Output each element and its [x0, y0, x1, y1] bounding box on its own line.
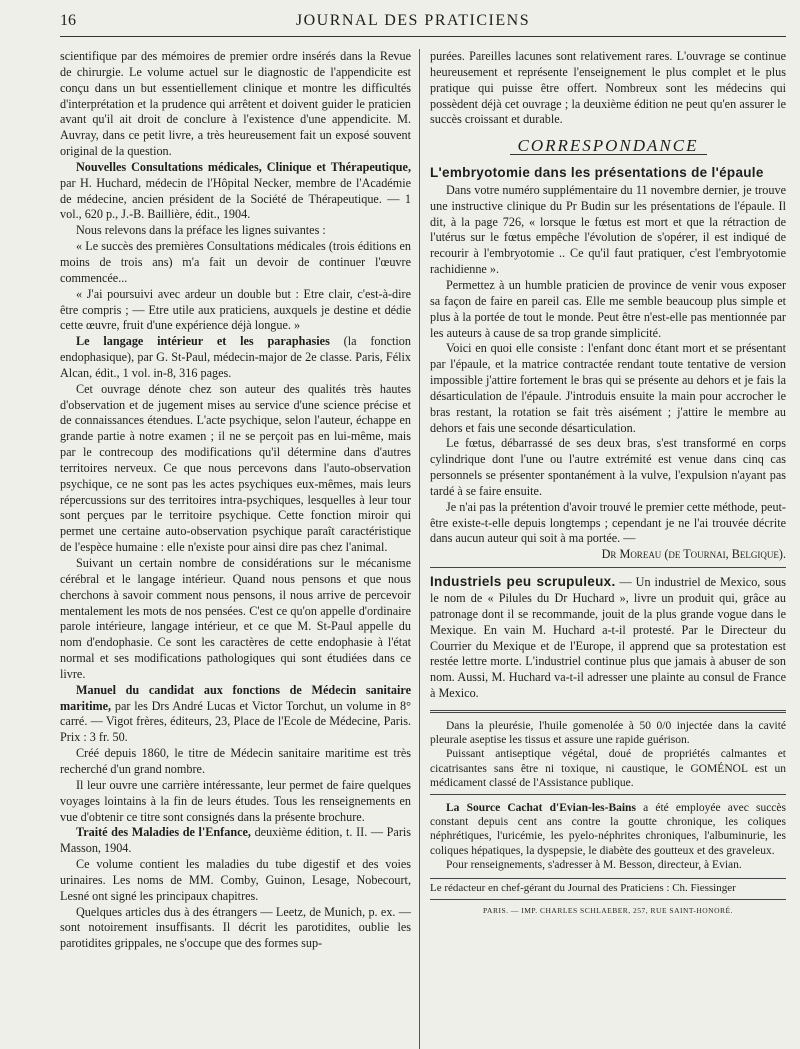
review-entry — [60, 825, 411, 857]
review-paragraph: scientifique par des mémoires de premier ordre insérés dans la Revue de chirurgie. Le volume actuel sur le diagnostic de l'appendicite est conçu dans un but essentiellement clinique et montre les difficultés d'interprétation et la prudence qui arrêtent et doivent guider le praticien avant qu'il ait droit de conclure à l'existence d'une appendicite. M. Auvray, dans ce petit livre, a très heureusement fait un exposé souvent original de la question. — [60, 49, 411, 159]
letter-paragraph: Le fœtus, débarrassé de ses deux bras, s'est transformé en corps cylindrique dont l'une ou l'autre extrémité est venue dans cinq cas personnels se présenter spontanément à la vulve, l'expulsion n'ayant pas tardé à se faire ensuite. — [430, 436, 786, 498]
ad-paragraph: Pour renseignements, s'adresser à M. Besson, directeur, à Evian. — [446, 858, 742, 871]
right-column — [420, 49, 786, 1049]
review-entry — [60, 683, 411, 746]
news-heading: Industriels peu scrupuleux. — [430, 574, 616, 590]
two-column-body — [60, 49, 786, 1049]
left-column — [60, 49, 420, 1049]
article-heading: L'embryotomie dans les présentations de l'épaule — [430, 165, 764, 181]
ad-paragraph: Puissant antiseptique végétal, doué de propriétés calmantes et cicatrisantes sans être ni toxique, ni caustique, le GOMÉNOL est un médicament classé de l'Assistance publique. — [430, 748, 786, 789]
continued-paragraph: purées. Pareilles lacunes sont relativement rares. L'ouvrage se continue heureusement et représente l'enseignement le plus complet et le plus pratique qui puisse être offert. Nombreux sont les médecins qui possèdent déjà cet ouvrage ; la deuxième édition ne peut qu'en assurer le succès croissant et durable. — [430, 49, 786, 127]
review-entry — [60, 334, 411, 382]
book-details: (la fonction endophasique), par G. St-Paul, médecin-major de 2e classe. Paris, Félix Alcan, édit., 1 vol. in-8, 316 pages. — [60, 334, 411, 380]
divider — [430, 794, 786, 795]
page-number: 16 — [60, 12, 76, 29]
letter-paragraph: Je n'ai pas la prétention d'avoir trouvé le premier cette méthode, peut-être existe-t-elle depuis longtemps ; cependant je ne l'ai trouvée décrite dans aucun auteur qui soit à ma portée. — — [430, 499, 786, 546]
quote-paragraph: « Le succès des premières Consultations médicales (trois éditions en moins de trois ans) m'a fait un devoir de continuer l'œuvre commencée... — [60, 239, 411, 285]
review-paragraph: Suivant un certain nombre de considérations sur le mécanisme cérébral et le langage intérieur. Quand nous pensons et que nous cherchons à savoir comment nous pensons, il nous arrive de percevoir mentalement les mots de nos pensées. C'est ce qu'on appelle d'ordinaire parole intérieure, langage intérieur, et ce que M. St-Paul appelle du nom d'endophasie. Ce sont les caractères de cette endophasie à l'état normal et ses modifications pathologiques qui sont étudiées dans ce livre. — [60, 556, 411, 681]
editor-line: Le rédacteur en chef-gérant du Journal des Praticiens : Ch. Fiessinger — [430, 878, 786, 900]
letter-paragraph: Voici en quoi elle consiste : l'enfant donc étant mort et se présentant par l'épaule, et la matrice contractée rendant toute tentative de version impossible j'attire fortement le bras qui se présente au dehors et je fais la désarticulation de l'épaule. J'introduis ensuite la main pour accrocher le bras restant, la rotation se fait très aisément ; j'attire le membre au dehors et fais une seconde désarticulation. — [430, 341, 786, 435]
divider — [430, 567, 786, 568]
book-details: par les Drs André Lucas et Victor Torchut, un volume in 8° carré. — Vigot frères, éditeurs, 23, Place de l'Ecole de Médecine, Paris. Prix : 3 fr. 50. — [60, 698, 412, 745]
review-paragraph: Cet ouvrage dénote chez son auteur des qualités très hautes d'observation et de jugement mises au service d'une science précise et de connaissances étendues. L'acte psychique, selon l'auteur, échappe en grande partie à notre examen ; il ne se perçoit pas en lui-même, mais par le contrecoup des modifications qu'il détermine dans d'autres territoires nerveux. Ce que nous percevons dans l'auto-observation psychique, ce ne sont pas les actes psychiques eux-mêmes, mais leurs répercussions sur des territoires intra-psychiques, lesquelles à leur tour sont perçues par le territoire psychique. Cette fonction miroir qui permet une certaine auto-observation psychique paraît caractéristique de l'espèce humaine : elle n'existe pour ainsi dire pas chez l'animal. — [60, 381, 411, 555]
ad-paragraph: Dans la pleurésie, l'huile gomenolée à 50 0/0 injectée dans la cavité pleurale aseptise les tissus et assure une rapide guérison. — [430, 719, 786, 747]
review-paragraph: Créé depuis 1860, le titre de Médecin sanitaire maritime est très recherché d'un grand nombre. — [60, 746, 411, 776]
review-paragraph: Il leur ouvre une carrière intéressante, leur permet de faire quelques voyages lointains à la fin de leurs études. Tous les renseignements en vue d'obtenir ce titre sont consignés dans la présente brochure. — [60, 777, 411, 824]
book-title: Manuel du candidat aux fonctions de Médecin sanitaire maritime, — [60, 682, 411, 713]
news-body: — Un industriel de Mexico, sous le nom de « Pilules du Dr Huchard », livre un produit qui, grâce au patronage dont il se recommande, jouit de la plus grande vogue dans le Mexique. En vain M. Huchard a-t-il protesté. Par le Directeur du Courrier du Mexique et de l'Europe, il apprend que sa protestation est restée lettre morte. L'industriel continue plus que jamais à abuser de son nom. Aussi, M. Huchard va-t-il adresser une plainte au consul de France à Mexico. — [430, 575, 786, 701]
ad-entry — [430, 801, 786, 858]
quote-paragraph: « J'ai poursuivi avec ardeur un double but : Etre clair, c'est-à-dire être compris ; — Etre utile aux praticiens, auxquels je destine et dédie cette œuvre, fruit d'une expérience déjà longue. » — [60, 286, 411, 333]
book-title: Traité des Maladies de l'Enfance, — [76, 825, 251, 840]
book-details: par H. Huchard, médecin de l'Hôpital Necker, membre de l'Académie de médecine, ancien président de la Société de Thérapeutique. — 1 vol., 620 p., J.-B. Baillière, édit., 1904. — [60, 175, 411, 222]
book-title: Le langage intérieur et les paraphasies — [76, 334, 330, 349]
book-details: deuxième édition, t. II. — Paris Masson, 1904. — [60, 825, 412, 856]
page-header — [60, 12, 786, 37]
news-item — [430, 574, 786, 702]
printer-line: PARIS. — IMP. CHARLES SCHLAEBER, 257, RUE SAINT-HONORÉ. — [483, 905, 733, 915]
section-title: CORRESPONDANCE — [430, 138, 786, 155]
book-title: Nouvelles Consultations médicales, Clinique et Thérapeutique, — [76, 159, 411, 174]
letter-paragraph: Permettez à un humble praticien de province de venir vous exposer sa façon de faire en pareil cas. Elle me semble beaucoup plus simple et plus à la portée de tout le monde. Peut être n'est-elle pas mentionnée par les auteurs à cause de sa trop grande simplicité. — [430, 277, 786, 340]
review-paragraph: Ce volume contient les maladies du tube digestif et des voies urinaires. Les noms de MM. Comby, Guinon, Lesage, Nobecourt, Lesné ont signé les principaux chapitres. — [60, 857, 411, 903]
letter-paragraph: Dans votre numéro supplémentaire du 11 novembre dernier, je trouve une instructive clinique du Pr Budin sur les présentations de l'épaule. Il dit, à la page 726, « lorsque le fœtus est mort et que la rétraction de l'utérus sur le fœtus empêche l'évolution de s'opérer, il est indiqué de recourir à l'embryotomie .. Ce qu'il faut pratiquer, c'est l'embryotomie rachidienne ». — [430, 182, 786, 277]
review-entry — [60, 160, 411, 223]
letter-signature: Dr Moreau (de Tournai, Belgique). — [601, 547, 786, 562]
ad-heading: La Source Cachat d'Evian-les-Bains — [446, 801, 636, 814]
running-title: JOURNAL DES PRATICIENS — [295, 12, 531, 29]
ad-body: a été employée avec succès constant depuis cent ans contre la goutte chronique, les coliques néphrétiques, l'uricémie, les pyelo-néphrites chroniques, l'albuminurie, les coliques hépatiques, la dyspepsie, le diabète des goutteux et des graveleux. — [430, 801, 786, 857]
review-paragraph: Nous relevons dans la préface les lignes suivantes : — [76, 223, 326, 238]
double-divider — [430, 710, 786, 713]
review-paragraph: Quelques articles dus à des étrangers — Leetz, de Munich, p. ex. — sont notoirement insuffisants. Il décrit les parotidites, oublie les parotidites grippales, ne s'occupe que des formes sup- — [60, 904, 411, 951]
